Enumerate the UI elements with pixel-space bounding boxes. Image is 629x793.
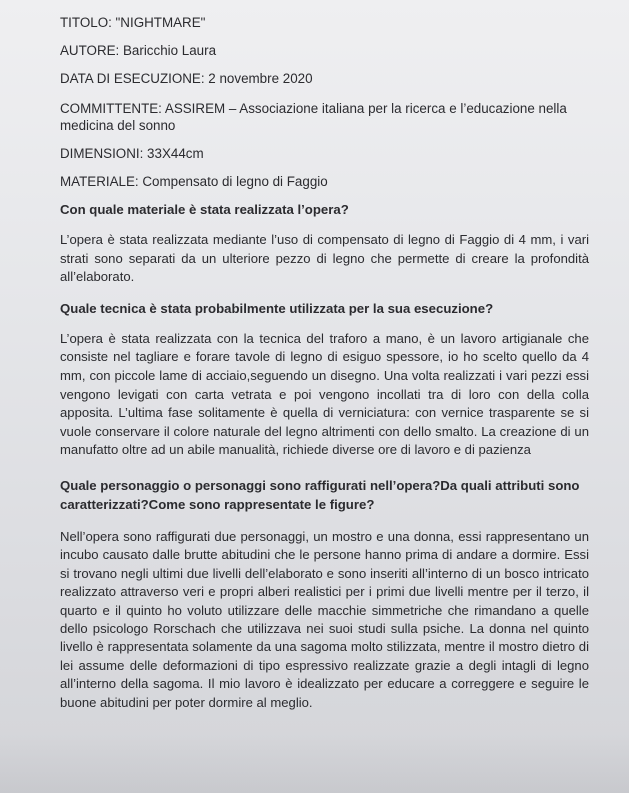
- answer-technique: L’opera è stata realizzata con la tecnica del traforo a mano, è un lavoro artigianale che consiste nel tagliare e forare tavole di legno di esiguo spessore, io ho scelto quello da 4 mm, con piccole lame di acciaio,seguendo un disegno. Una volta realizzati i vari pezzi essi vengono levigati con carta vetrata e poi vengono incollati tra di loro con della colla apposita. L’ultima fase solitamente è quella di verniciatura: con vernice trasparente se si vuole conservare il colore naturale del legno altrimenti con dello smalto. La creazione di un manufatto oltre ad un abile manualità, richiede diverse ore di lavoro e di pazienza: [60, 330, 589, 458]
- dimensions-line: DIMENSIONI: 33X44cm: [60, 146, 204, 161]
- material-line: MATERIALE: Compensato di legno di Faggio: [60, 174, 328, 189]
- client-line: COMMITTENTE: ASSIREM – Associazione italiana per la ricerca e l’educazione nella medicina del sonno: [60, 101, 567, 133]
- question-technique: Quale tecnica è stata probabilmente utilizzata per la sua esecuzione?: [60, 300, 494, 316]
- answer-characters: Nell’opera sono raffigurati due personaggi, un mostro e una donna, essi rappresentano un incubo causato dalle brutte abitudini che le persone hanno prima di andare a dormire. Essi si trovano negli ultimi due livelli dell’elaborato e sono inseriti all’interno di un bosco intricato realizzato attraverso veri e propri alberi realistici per i primi due livelli mentre per il terzo, il quarto e il quinto ho voluto utilizzare delle macchie simmetriche che rimandano a quelle dello psicologo Rorschach che utilizzava nei suoi studi sulla psiche. La donna nel quinto livello è rappresentata solamente da una sagoma molto stilizzata, mentre il mostro dietro di lei assume delle deformazioni di tipo espressivo realizzate grazie a degli intagli di legno all’interno della sagoma. Il mio lavoro è idealizzato per educare a correggere e seguire le buone abitudini per poter dormire al meglio.: [60, 528, 589, 710]
- answer-material: L’opera è stata realizzata mediante l’uso di compensato di legno di Faggio di 4 mm, i vari strati sono separati da un ulteriore pezzo di legno che permette di creare la profondità all’elaborato.: [60, 232, 589, 285]
- title-line: TITOLO: "NIGHTMARE": [60, 15, 206, 30]
- question-characters: Quale personaggio o personaggi sono raffigurati nell’opera?Da quali attributi sono caratterizzati?Come sono rappresentate le figure?: [60, 477, 580, 512]
- page-shadow: [0, 733, 629, 793]
- author-line: AUTORE: Baricchio Laura: [60, 43, 217, 58]
- question-material: Con quale materiale è stata realizzata l’opera?: [60, 202, 349, 217]
- date-line: DATA DI ESECUZIONE: 2 novembre 2020: [60, 71, 313, 86]
